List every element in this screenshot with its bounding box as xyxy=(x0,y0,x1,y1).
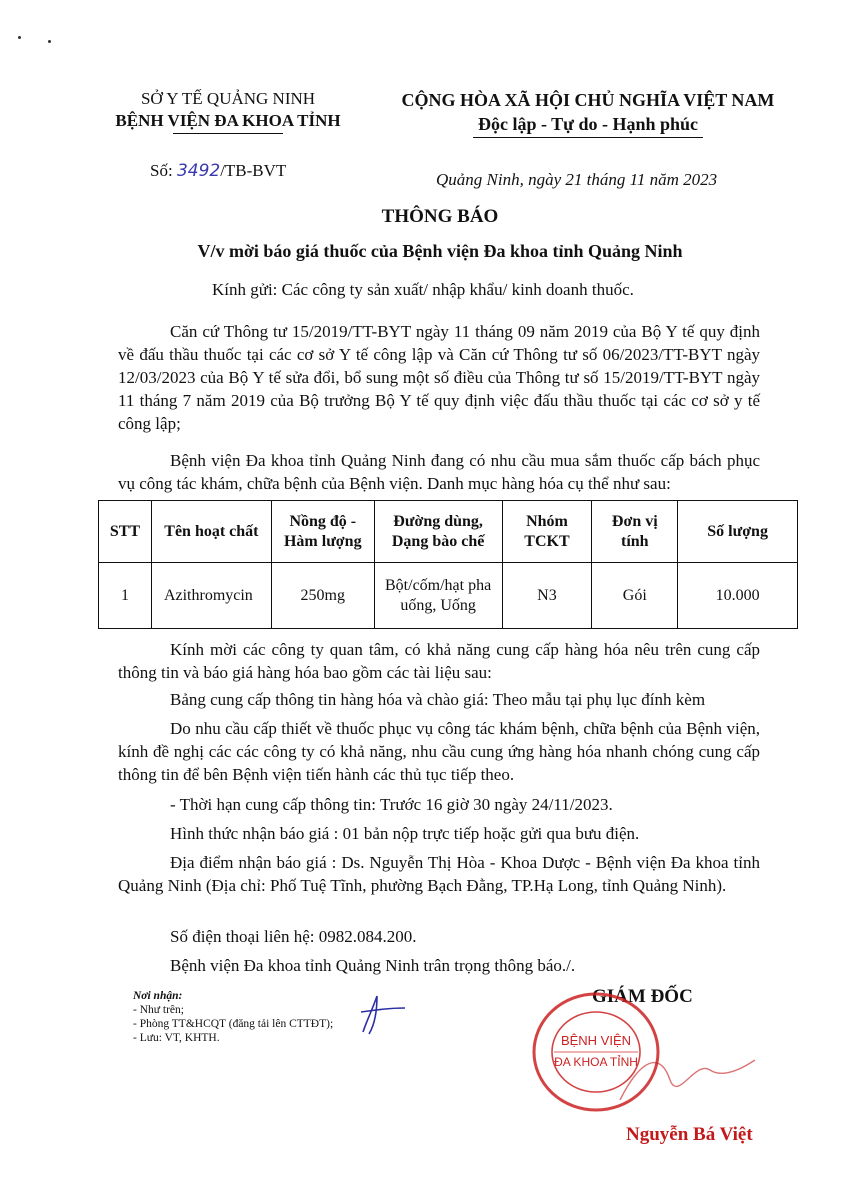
cell-unit: Gói xyxy=(592,563,678,629)
cell-strength: 250mg xyxy=(271,563,374,629)
col-header-unit: Đơn vị tính xyxy=(592,501,678,563)
paragraph-phone: Số điện thoại liên hệ: 0982.084.200. xyxy=(170,927,417,946)
recipient-item: - Như trên; xyxy=(133,1004,184,1016)
paragraph-invite: Kính mời các công ty quan tâm, có khả năng cung cấp hàng hóa nêu trên cung cấp thông tin và báo giá hàng hóa bao gồm các tài liệu sau: xyxy=(118,640,760,682)
table-row xyxy=(99,563,798,629)
recipient-item: - Phòng TT&HCQT (đăng tải lên CTTĐT); xyxy=(133,1018,334,1030)
col-header-quantity: Số lượng xyxy=(678,501,798,563)
place-date: Quảng Ninh, ngày 21 tháng 11 năm 2023 xyxy=(436,170,718,189)
cell-ingredient: Azithromycin xyxy=(151,563,271,629)
number-suffix: /TB-BVT xyxy=(220,161,287,180)
header-right xyxy=(388,88,788,138)
number-handwritten: 3492 xyxy=(176,161,221,181)
paragraph-method: Hình thức nhận báo giá : 01 bản nộp trực tiếp hoặc gửi qua bưu điện. xyxy=(170,824,640,843)
cell-group: N3 xyxy=(502,563,592,629)
nation-name: CỘNG HÒA XÃ HỘI CHỦ NGHĨA VIỆT NAM xyxy=(401,90,775,110)
paragraph-urgency: Do nhu cầu cấp thiết về thuốc phục vụ công tác khám bệnh, chữa bệnh của Bệnh viện, kính đề nghị các các công ty có khả năng, nhu cầu cung ứng hàng hóa nhanh chóng cung cấp thông tin để bên Bệnh viện tiến hành các thủ tục tiếp theo. xyxy=(118,719,760,784)
number-prefix: Số: xyxy=(150,161,173,180)
col-header-strength: Nồng độ - Hàm lượng xyxy=(271,501,374,563)
cell-quantity: 10.000 xyxy=(678,563,798,629)
paragraph-need: Bệnh viện Đa khoa tỉnh Quảng Ninh đang có nhu cầu mua sắm thuốc cấp bách phục vụ công tác khám, chữa bệnh của Bệnh viện. Danh mục hàng hóa cụ thể như sau: xyxy=(118,451,760,493)
header-left xyxy=(98,88,358,134)
recipient: Kính gửi: Các công ty sản xuất/ nhập khẩu/ kinh doanh thuốc. xyxy=(212,280,634,299)
col-header-group: Nhóm TCKT xyxy=(502,501,592,563)
paragraph-deadline: - Thời hạn cung cấp thông tin: Trước 16 giờ 30 ngày 24/11/2023. xyxy=(170,795,613,814)
dept-name: SỞ Y TẾ QUẢNG NINH xyxy=(140,89,316,108)
stamp-line1: BỆNH VIỆN xyxy=(560,1033,632,1048)
director-signature xyxy=(600,1040,770,1120)
col-header-stt: STT xyxy=(99,501,152,563)
signature-role: GIÁM ĐỐC xyxy=(592,986,693,1007)
recipient-item: - Lưu: VT, KHTH. xyxy=(133,1032,220,1044)
paragraph-basis: Căn cứ Thông tư 15/2019/TT-BYT ngày 11 tháng 09 năm 2019 của Bộ Y tế quy định về đấu thầu thuốc tại các cơ sở Y tế công lập và Căn cứ Thông tư số 06/2023/TT-BYT ngày 12/03/2023 của Bộ Y tế sửa đổi, bổ sung một số điều của Thông tư số 15/2019/TT-BYT ngày 11 tháng 7 năm 2019 của Bộ trưởng Bộ Y tế quy định việc đấu thầu thuốc tại các cơ sở y tế công lập; xyxy=(118,322,760,433)
recipients-block xyxy=(133,989,333,1045)
motto-underline xyxy=(473,137,703,138)
scan-dot xyxy=(48,40,51,43)
cell-route: Bột/cốm/hạt pha uống, Uống xyxy=(374,563,502,629)
recipients-heading: Nơi nhận: xyxy=(133,990,183,1002)
org-name: BỆNH VIỆN ĐA KHOA TỈNH xyxy=(115,111,341,130)
paragraph-form: Bảng cung cấp thông tin hàng hóa và chào giá: Theo mẫu tại phụ lục đính kèm xyxy=(170,690,706,709)
scan-dot xyxy=(18,36,21,39)
document-number xyxy=(150,161,286,181)
org-underline xyxy=(173,133,283,134)
signatory-name: Nguyễn Bá Việt xyxy=(626,1124,753,1145)
stamp-line2: ĐA KHOA TỈNH xyxy=(554,1055,638,1069)
items-table xyxy=(98,500,798,629)
paragraph-closing: Bệnh viện Đa khoa tỉnh Quảng Ninh trân trọng thông báo./. xyxy=(170,956,576,975)
paragraph-location: Địa điểm nhận báo giá : Ds. Nguyễn Thị Hòa - Khoa Dược - Bệnh viện Đa khoa tỉnh Quảng Ninh (Địa chỉ: Phố Tuệ Tĩnh, phường Bạch Đằng, TP.Hạ Long, tỉnh Quảng Ninh). xyxy=(118,853,760,895)
table-header-row xyxy=(99,501,798,563)
col-header-ingredient: Tên hoạt chất xyxy=(151,501,271,563)
cell-stt: 1 xyxy=(99,563,152,629)
document-subtitle: V/v mời báo giá thuốc của Bệnh viện Đa khoa tỉnh Quảng Ninh xyxy=(197,241,683,261)
col-header-route: Đường dùng, Dạng bào chế xyxy=(374,501,502,563)
motto: Độc lập - Tự do - Hạnh phúc xyxy=(477,114,699,134)
document-title: THÔNG BÁO xyxy=(381,206,499,227)
initials-signature xyxy=(355,990,415,1040)
